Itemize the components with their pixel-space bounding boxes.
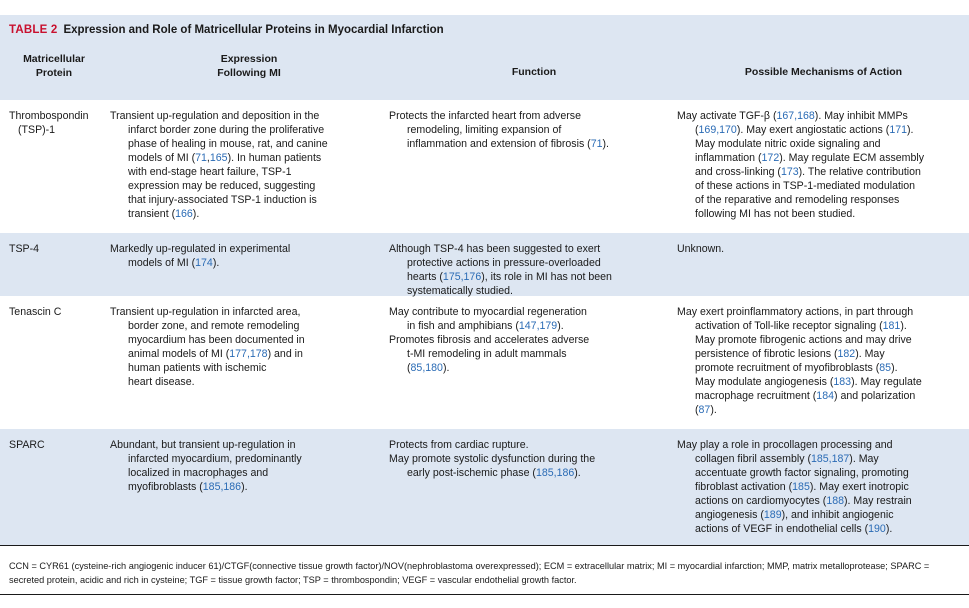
cell-text: May activate TGF-β ( xyxy=(677,110,777,122)
cell-text: Protects from cardiac rupture. xyxy=(389,439,529,451)
cell-text: ). xyxy=(574,467,581,479)
cell-protein xyxy=(9,109,109,137)
cell-function xyxy=(389,305,674,375)
cell-expression xyxy=(110,305,385,389)
cell-text: ). May promote recruitment of myofibroblasts ( xyxy=(695,348,885,374)
header-protein xyxy=(0,52,108,80)
cell-text: ). xyxy=(885,523,893,535)
cell-function xyxy=(389,109,674,151)
header-function: Function xyxy=(511,66,557,78)
citation-link[interactable]: 185 xyxy=(792,481,810,493)
table-footnote: CCN = CYR61 (cysteine-rich angiogenic inducer 61)/CTGF(connective tissue growth factor)/NOV(nephroblastoma overexpressed); ECM = extracellular matrix; MI = myocardial infarction; MMP, matrix metalloprotease; SPARC = secreted protein, acidic and rich in cysteine; TGF = tissue growth factor; TSP = thrombospondin; VEGF = vascular endothelial growth factor. xyxy=(9,561,930,585)
table-title-bar xyxy=(0,15,969,45)
cell-text: Promotes fibrosis and accelerates adverse t-MI remodeling in adult mammals ( xyxy=(389,334,590,374)
cell-mechanism xyxy=(677,438,963,536)
cell-text: May play a role in procollagen processing and collagen fibril assembly ( xyxy=(677,439,893,465)
citation-link[interactable]: 165 xyxy=(209,152,228,164)
expression-paragraph xyxy=(110,109,385,221)
cell-text: ). xyxy=(212,257,220,269)
cell-expression xyxy=(110,438,385,494)
protein-name-line: SPARC xyxy=(9,439,45,451)
citation-link[interactable]: 185,186 xyxy=(202,481,242,493)
citation-link[interactable]: 185,186 xyxy=(535,467,575,479)
cell-text: May exert proinflammatory actions, in part through activation of Toll-like receptor signaling ( xyxy=(677,306,914,332)
table-row-tsp1 xyxy=(0,100,969,233)
expression-paragraph xyxy=(110,438,385,494)
mechanism-paragraph xyxy=(677,305,963,417)
protein-name-line: TSP-4 xyxy=(9,243,40,255)
cell-mechanism xyxy=(677,109,963,221)
cell-text: ), and inhibit angiogenic actions of VEGF in endothelial cells ( xyxy=(695,509,894,535)
cell-text: ). In human patients with end-stage heart failure, TSP-1 expression may be reduced, suggesting that injury-associated TSP-1 induction is transient ( xyxy=(128,152,322,220)
citation-link[interactable]: 171 xyxy=(889,124,908,136)
mechanism-paragraph xyxy=(677,109,963,221)
cell-text: ). xyxy=(241,481,248,493)
cell-text: ). xyxy=(710,404,717,416)
cell-text: ). May modulate angiogenesis ( xyxy=(695,362,898,388)
protein-name xyxy=(9,438,109,452)
citation-link[interactable]: 167,168 xyxy=(776,110,815,122)
cell-function xyxy=(389,242,674,298)
mechanism-paragraph xyxy=(677,242,963,256)
cell-text: ). xyxy=(557,320,564,332)
cell-text: Although TSP-4 has been suggested to exert protective actions in pressure-overloaded hearts ( xyxy=(389,243,601,283)
cell-text: ) and polarization ( xyxy=(695,390,916,416)
function-paragraph xyxy=(389,438,674,452)
citation-link[interactable]: 85,180 xyxy=(410,362,443,374)
cell-text: Unknown. xyxy=(677,243,725,255)
citation-link[interactable]: 147,179 xyxy=(518,320,558,332)
cell-text: Markedly up-regulated in experimental models of MI ( xyxy=(110,243,291,269)
cell-text: ). May exert inotropic actions on cardiomyocytes ( xyxy=(695,481,909,507)
citation-link[interactable]: 85 xyxy=(879,362,892,374)
header-protein-line: Matricellular xyxy=(23,53,85,65)
citation-link[interactable]: 172 xyxy=(761,152,780,164)
citation-link[interactable]: 175,176 xyxy=(442,271,482,283)
cell-text: Transient up-regulation in infarcted area, border zone, and remote remodeling myocardium has been documented in animal models of MI ( xyxy=(110,306,305,360)
cell-text: ). xyxy=(192,208,200,220)
header-mechanism: Possible Mechanisms of Action xyxy=(744,66,903,78)
table-row-sparc xyxy=(0,429,969,545)
protein-name-line: Thrombospondin xyxy=(9,110,89,122)
cell-text: May contribute to myocardial regeneration in fish and amphibians ( xyxy=(389,306,587,332)
cell-text: ). May restrain angiogenesis ( xyxy=(695,495,912,521)
table-label: TABLE 2 xyxy=(9,24,58,36)
citation-link[interactable]: 188 xyxy=(826,495,844,507)
cell-text: ). May regulate ECM assembly and cross-linking ( xyxy=(695,152,925,178)
footnote-bottom-rule xyxy=(0,594,969,595)
citation-link[interactable]: 177,178 xyxy=(229,348,268,360)
cell-text: ). May regulate macrophage recruitment ( xyxy=(695,376,922,402)
function-paragraph xyxy=(389,305,674,333)
citation-link[interactable]: 169,170 xyxy=(698,124,737,136)
table-title: Expression and Role of Matricellular Proteins in Myocardial Infarction xyxy=(63,24,444,36)
citation-link[interactable]: 71 xyxy=(590,138,603,150)
citation-link[interactable]: 173 xyxy=(780,166,799,178)
citation-link[interactable]: 181 xyxy=(882,320,901,332)
cell-expression xyxy=(110,109,385,221)
header-protein-line: Protein xyxy=(35,67,73,79)
mechanism-paragraph xyxy=(677,438,963,536)
table-header-row xyxy=(0,45,969,100)
cell-text: ). The relative contribution of these actions in TSP-1-mediated modulation of the reparative and remodeling responses following MI has not been studied. xyxy=(695,166,921,220)
cell-text: ). xyxy=(602,138,609,150)
cell-protein xyxy=(9,305,109,319)
table-row-tenascin-c xyxy=(0,296,969,429)
cell-text: ). xyxy=(442,362,450,374)
cell-text: ), its role in MI has not been systematically studied. xyxy=(407,271,612,297)
citation-link[interactable]: 190 xyxy=(868,523,886,535)
citation-link[interactable]: 189 xyxy=(763,509,782,521)
citation-link[interactable]: 166 xyxy=(175,208,193,220)
cell-text: ). May modulate nitric oxide signaling and inflammation ( xyxy=(695,124,914,164)
header-expression xyxy=(108,52,390,80)
table-bottom-rule xyxy=(0,545,969,546)
expression-paragraph xyxy=(110,242,385,270)
cell-protein xyxy=(9,438,109,452)
citation-link[interactable]: 71 xyxy=(195,152,207,164)
cell-text: Transient up-regulation and deposition in the infarct border zone during the proliferative phase of healing in mouse, rat, and canine models of MI ( xyxy=(110,110,328,164)
cell-text: , xyxy=(206,152,210,164)
protein-name xyxy=(9,242,109,256)
cell-text: ) and in human patients with ischemic heart disease. xyxy=(128,348,303,388)
cell-function xyxy=(389,438,674,480)
cell-protein xyxy=(9,242,109,256)
function-paragraph xyxy=(389,109,674,151)
protein-name-line: (TSP)-1 xyxy=(18,124,56,136)
cell-text: ). May exert angiostatic actions ( xyxy=(736,124,890,136)
cell-mechanism xyxy=(677,242,963,256)
citation-link[interactable]: 174 xyxy=(195,257,213,269)
cell-mechanism xyxy=(677,305,963,417)
table-row-tsp4 xyxy=(0,233,969,296)
citation-link[interactable]: 87 xyxy=(698,404,711,416)
citation-link[interactable]: 182 xyxy=(837,348,856,360)
protein-name xyxy=(9,109,109,137)
citation-link[interactable]: 183 xyxy=(833,376,852,388)
function-paragraph xyxy=(389,242,674,298)
function-paragraph xyxy=(389,333,674,375)
cell-expression xyxy=(110,242,385,270)
cell-text: ). May inhibit MMPs ( xyxy=(695,110,908,136)
header-expression-line: Expression xyxy=(220,53,278,65)
header-expression-line: Following MI xyxy=(217,67,281,79)
protein-name-line: Tenascin C xyxy=(9,306,62,318)
citation-link[interactable]: 185,187 xyxy=(811,453,850,465)
cell-text: Protects the infarcted heart from adverse remodeling, limiting expansion of inflammation and extension of fibrosis ( xyxy=(389,110,591,150)
function-paragraph xyxy=(389,452,674,480)
cell-text: May promote systolic dysfunction during the early post-ischemic phase ( xyxy=(389,453,596,479)
cell-text: Abundant, but transient up-regulation in infarcted myocardium, predominantly localized in macrophages and myofibroblasts ( xyxy=(110,439,302,493)
citation-link[interactable]: 184 xyxy=(816,390,834,402)
protein-name xyxy=(9,305,109,319)
expression-paragraph xyxy=(110,305,385,389)
cell-text: ). May promote fibrogenic actions and may drive persistence of fibrotic lesions ( xyxy=(695,320,912,360)
cell-text: ). May accentuate growth factor signaling, promoting fibroblast activation ( xyxy=(695,453,909,493)
